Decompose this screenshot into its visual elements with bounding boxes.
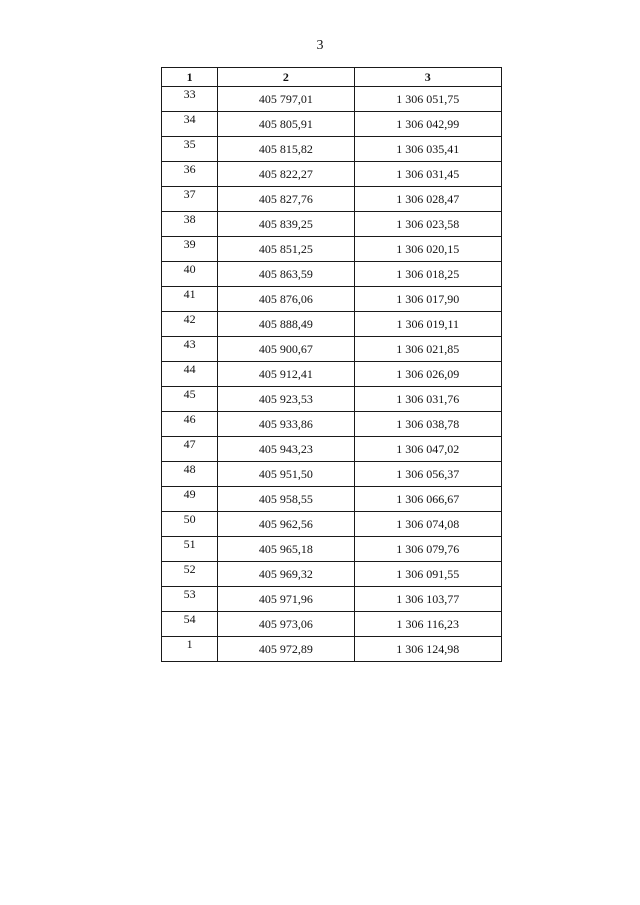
- table-row: [162, 212, 502, 237]
- x-coordinate-cell: 405 943,23: [218, 437, 354, 462]
- table-row: [162, 337, 502, 362]
- point-number-cell: 42: [162, 312, 218, 337]
- x-coordinate-cell: 405 933,86: [218, 412, 354, 437]
- y-coordinate-cell: 1 306 021,85: [354, 337, 501, 362]
- x-coordinate-cell: 405 815,82: [218, 137, 354, 162]
- table-row: [162, 112, 502, 137]
- table-row: [162, 362, 502, 387]
- y-coordinate-cell: 1 306 031,45: [354, 162, 501, 187]
- x-coordinate-cell: 405 839,25: [218, 212, 354, 237]
- point-number-cell: 51: [162, 537, 218, 562]
- point-number-cell: 37: [162, 187, 218, 212]
- point-number-cell: 53: [162, 587, 218, 612]
- y-coordinate-cell: 1 306 019,11: [354, 312, 501, 337]
- table-body: [162, 87, 502, 662]
- table-row: [162, 612, 502, 637]
- table-row: [162, 537, 502, 562]
- table-row: [162, 412, 502, 437]
- table-row: [162, 387, 502, 412]
- table-row: [162, 87, 502, 112]
- table-row: [162, 462, 502, 487]
- point-number-cell: 35: [162, 137, 218, 162]
- x-coordinate-cell: 405 900,67: [218, 337, 354, 362]
- table-row: [162, 237, 502, 262]
- y-coordinate-cell: 1 306 017,90: [354, 287, 501, 312]
- table-row: [162, 487, 502, 512]
- coordinates-table: [161, 67, 502, 662]
- table-row: [162, 312, 502, 337]
- table-header-row: [162, 68, 502, 87]
- table-row: [162, 637, 502, 662]
- y-coordinate-cell: 1 306 047,02: [354, 437, 501, 462]
- x-coordinate-cell: 405 822,27: [218, 162, 354, 187]
- y-coordinate-cell: 1 306 023,58: [354, 212, 501, 237]
- y-coordinate-cell: 1 306 091,55: [354, 562, 501, 587]
- x-coordinate-cell: 405 827,76: [218, 187, 354, 212]
- table-row: [162, 287, 502, 312]
- column-header-point: 1: [162, 68, 218, 87]
- x-coordinate-cell: 405 797,01: [218, 87, 354, 112]
- page-number: 3: [316, 38, 324, 53]
- point-number-cell: 44: [162, 362, 218, 387]
- x-coordinate-cell: 405 965,18: [218, 537, 354, 562]
- point-number-cell: 41: [162, 287, 218, 312]
- column-header-x: 2: [218, 68, 354, 87]
- y-coordinate-cell: 1 306 051,75: [354, 87, 501, 112]
- point-number-cell: 33: [162, 87, 218, 112]
- table-row: [162, 562, 502, 587]
- y-coordinate-cell: 1 306 074,08: [354, 512, 501, 537]
- table-row: [162, 262, 502, 287]
- x-coordinate-cell: 405 805,91: [218, 112, 354, 137]
- y-coordinate-cell: 1 306 031,76: [354, 387, 501, 412]
- y-coordinate-cell: 1 306 124,98: [354, 637, 501, 662]
- table-row: [162, 187, 502, 212]
- x-coordinate-cell: 405 951,50: [218, 462, 354, 487]
- point-number-cell: 54: [162, 612, 218, 637]
- point-number-cell: 47: [162, 437, 218, 462]
- y-coordinate-cell: 1 306 116,23: [354, 612, 501, 637]
- table-row: [162, 162, 502, 187]
- x-coordinate-cell: 405 962,56: [218, 512, 354, 537]
- y-coordinate-cell: 1 306 079,76: [354, 537, 501, 562]
- x-coordinate-cell: 405 912,41: [218, 362, 354, 387]
- column-header-y: 3: [354, 68, 501, 87]
- x-coordinate-cell: 405 876,06: [218, 287, 354, 312]
- y-coordinate-cell: 1 306 066,67: [354, 487, 501, 512]
- y-coordinate-cell: 1 306 018,25: [354, 262, 501, 287]
- x-coordinate-cell: 405 958,55: [218, 487, 354, 512]
- point-number-cell: 46: [162, 412, 218, 437]
- y-coordinate-cell: 1 306 103,77: [354, 587, 501, 612]
- point-number-cell: 34: [162, 112, 218, 137]
- point-number-cell: 45: [162, 387, 218, 412]
- point-number-cell: 48: [162, 462, 218, 487]
- x-coordinate-cell: 405 863,59: [218, 262, 354, 287]
- point-number-cell: 39: [162, 237, 218, 262]
- point-number-cell: 40: [162, 262, 218, 287]
- table-row: [162, 137, 502, 162]
- x-coordinate-cell: 405 972,89: [218, 637, 354, 662]
- point-number-cell: 36: [162, 162, 218, 187]
- x-coordinate-cell: 405 888,49: [218, 312, 354, 337]
- point-number-cell: 52: [162, 562, 218, 587]
- y-coordinate-cell: 1 306 026,09: [354, 362, 501, 387]
- x-coordinate-cell: 405 969,32: [218, 562, 354, 587]
- x-coordinate-cell: 405 971,96: [218, 587, 354, 612]
- y-coordinate-cell: 1 306 020,15: [354, 237, 501, 262]
- point-number-cell: 49: [162, 487, 218, 512]
- point-number-cell: 50: [162, 512, 218, 537]
- table-row: [162, 512, 502, 537]
- x-coordinate-cell: 405 973,06: [218, 612, 354, 637]
- point-number-cell: 38: [162, 212, 218, 237]
- x-coordinate-cell: 405 923,53: [218, 387, 354, 412]
- y-coordinate-cell: 1 306 038,78: [354, 412, 501, 437]
- point-number-cell: 1: [162, 637, 218, 662]
- y-coordinate-cell: 1 306 028,47: [354, 187, 501, 212]
- x-coordinate-cell: 405 851,25: [218, 237, 354, 262]
- table-row: [162, 587, 502, 612]
- y-coordinate-cell: 1 306 035,41: [354, 137, 501, 162]
- y-coordinate-cell: 1 306 056,37: [354, 462, 501, 487]
- y-coordinate-cell: 1 306 042,99: [354, 112, 501, 137]
- table-row: [162, 437, 502, 462]
- point-number-cell: 43: [162, 337, 218, 362]
